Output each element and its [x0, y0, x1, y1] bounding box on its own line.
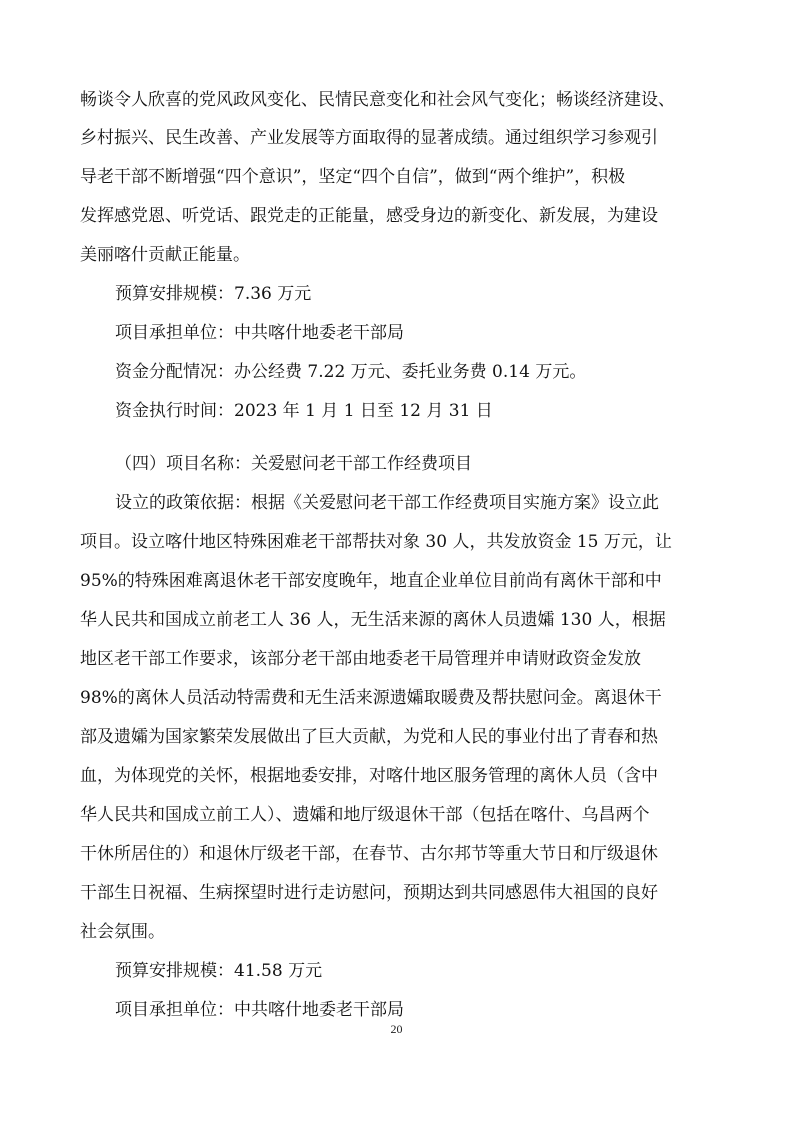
- text-line: 设立的政策依据：根据《关爱慰问老干部工作经费项目实施方案》设立此: [115, 493, 659, 513]
- text-line: 美丽喀什贡献正能量。: [80, 245, 250, 265]
- section-heading: （四）项目名称：关爱慰问老干部工作经费项目: [115, 454, 472, 474]
- execution-period: 资金执行时间：2023 年 1 月 1 日至 12 月 31 日: [115, 401, 493, 421]
- project-unit: 项目承担单位：中共喀什地委老干部局: [115, 1000, 404, 1020]
- project-unit: 项目承担单位：中共喀什地委老干部局: [115, 323, 404, 343]
- budget-scale: 预算安排规模：41.58 万元: [115, 961, 323, 981]
- budget-scale: 预算安排规模：7.36 万元: [115, 284, 312, 304]
- text-line: 社会氛围。: [80, 922, 165, 942]
- text-line: 部及遗孀为国家繁荣发展做出了巨大贡献，为党和人民的事业付出了青春和热: [80, 727, 658, 747]
- text-line: 血，为体现党的关怀，根据地委安排，对喀什地区服务管理的离休人员（含中: [80, 766, 658, 786]
- text-line: 乡村振兴、民生改善、产业发展等方面取得的显著成绩。通过组织学习参观引: [80, 128, 658, 148]
- text-line: 发挥感党恩、听党话、跟党走的正能量，感受身边的新变化、新发展，为建设: [80, 206, 658, 226]
- text-line: 干休所居住的）和退休厅级老干部，在春节、古尔邦节等重大节日和厅级退休: [80, 844, 658, 864]
- text-line: 畅谈令人欣喜的党风政风变化、民情民意变化和社会风气变化；畅谈经济建设、: [80, 90, 675, 110]
- text-line: 导老干部不断增强“四个意识”，坚定“四个自信”，做到“两个维护”，积极: [80, 167, 626, 187]
- text-line: 华人民共和国成立前工人）、遗孀和地厅级退休干部（包括在喀什、乌昌两个: [80, 805, 650, 825]
- text-line: 95%的特殊困难离退休老干部安度晚年，地直企业单位目前尚有离休干部和中: [80, 571, 662, 591]
- text-line: 干部生日祝福、生病探望时进行走访慰问，预期达到共同感恩伟大祖国的良好: [80, 883, 658, 903]
- text-line: 98%的离休人员活动特需费和无生活来源遗孀取暖费及帮扶慰问金。离退休干: [80, 688, 662, 708]
- page-number: 20: [390, 1022, 403, 1036]
- fund-allocation: 资金分配情况：办公经费 7.22 万元、委托业务费 0.14 万元。: [115, 362, 587, 382]
- text-line: 华人民共和国成立前老工人 36 人，无生活来源的离休人员遗孀 130 人，根据: [80, 610, 666, 630]
- text-line: 地区老干部工作要求，该部分老干部由地委老干局管理并申请财政资金发放: [80, 649, 641, 669]
- text-line: 项目。设立喀什地区特殊困难老干部帮扶对象 30 人，共发放资金 15 万元，让: [80, 532, 672, 552]
